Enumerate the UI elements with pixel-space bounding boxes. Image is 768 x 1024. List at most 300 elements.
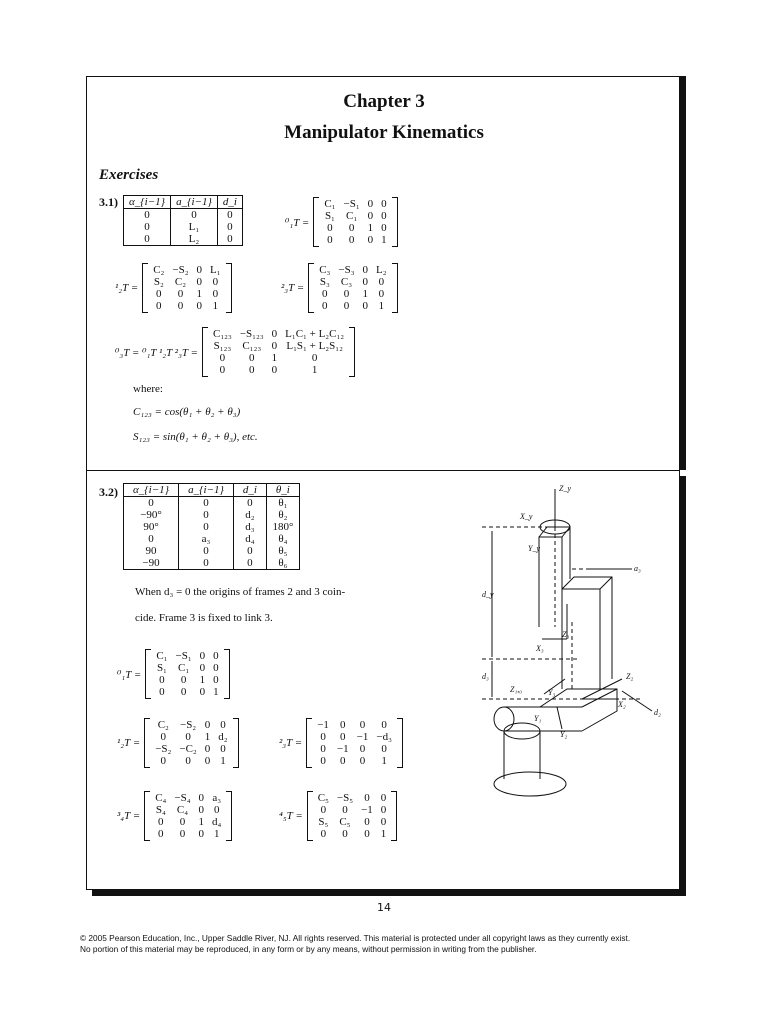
matrix-grid	[152, 650, 222, 698]
manipulator-figure	[482, 479, 677, 819]
matrix-bracket	[306, 718, 403, 768]
matrix-row	[320, 198, 390, 210]
matrix-cell: 0	[364, 792, 370, 804]
matrix-cell: C₅	[339, 816, 351, 828]
matrix-row	[152, 662, 222, 674]
matrix-row	[149, 264, 224, 276]
label-d2: d₂	[654, 708, 661, 717]
matrix-grid	[151, 792, 225, 840]
matrix-cell: 0	[179, 828, 186, 840]
matrix-cell: 0	[381, 210, 387, 222]
dh-cell: 0	[171, 209, 218, 222]
label-z10: Z₁,₀	[510, 685, 523, 694]
s123-definition: S₁₂₃ = sin(θ₁ + θ₂ + θ₃), etc.	[133, 431, 258, 443]
dh-table-3-1	[123, 195, 243, 246]
matrix-cell: 0	[248, 364, 255, 376]
page-number: 14	[377, 901, 391, 914]
matrix-cell: 0	[320, 828, 327, 840]
matrix-cell: 0	[180, 674, 187, 686]
matrix-cell: 0	[381, 222, 387, 234]
matrix-cell: L₂	[376, 264, 387, 276]
dh-cell: θ₄	[278, 533, 288, 545]
matrix-cell: 0	[213, 804, 220, 816]
matrix-row	[209, 364, 348, 376]
copyright-line-1: © 2005 Pearson Education, Inc., Upper Saddle River, NJ. All rights reserved. This material is protected under all copyright laws as they currently exist.	[80, 933, 631, 943]
dh-table-3-2	[123, 483, 300, 570]
dh-cell: d₃	[233, 521, 266, 533]
matrix-t01-3-1	[285, 197, 398, 247]
matrix-label: ⁰₃T = ⁰₁T ¹₂T ²₃T =	[115, 346, 198, 359]
matrix-row	[315, 276, 390, 288]
dh-cell: L₁	[171, 221, 218, 233]
matrix-cell: C₂	[157, 719, 169, 731]
matrix-row	[151, 743, 231, 755]
copyright-footer	[80, 933, 630, 955]
matrix-row	[315, 288, 390, 300]
label-y2: Y₂	[560, 730, 568, 739]
matrix-bracket	[145, 649, 229, 699]
label-a3: a₃	[634, 564, 641, 573]
dh-cell: 0	[148, 497, 154, 509]
matrix-row	[320, 222, 390, 234]
dh-cell: θ₂	[278, 509, 288, 521]
matrix-cell: 0	[160, 755, 167, 767]
c123-definition: C₁₂₃ = cos(θ₁ + θ₂ + θ₃)	[133, 406, 241, 418]
dh-cell: θ₆	[278, 557, 288, 569]
matrix-cell: 0	[380, 804, 387, 816]
matrix-cell: 0	[342, 828, 348, 840]
matrix-t23-3-1	[281, 263, 398, 313]
matrix-cell: C₃	[319, 264, 331, 276]
matrix-cell: S₃	[319, 276, 330, 288]
matrix-cell: S₄	[155, 804, 166, 816]
matrix-row	[149, 288, 224, 300]
matrix-cell: 0	[219, 352, 226, 364]
matrix-cell: 1	[362, 288, 369, 300]
dh-cell: 0	[227, 233, 233, 245]
matrix-cell: −d₃	[376, 731, 392, 743]
table-row	[124, 209, 243, 222]
matrix-cell: −S₄	[174, 792, 191, 804]
dh-cell: 180°	[272, 521, 294, 533]
matrix-row	[320, 234, 390, 246]
matrix-cell: 0	[381, 198, 387, 210]
matrix-cell: 0	[204, 755, 211, 767]
matrix-cell: 0	[322, 300, 328, 312]
matrix-cell: S₂	[153, 276, 164, 288]
matrix-row	[151, 755, 231, 767]
matrix-cell: 0	[204, 719, 211, 731]
matrix-cell: 0	[196, 300, 203, 312]
dh-cell: d₂	[233, 509, 266, 521]
matrix-label: ⁰₁T =	[285, 216, 310, 229]
dh-header: α_{i−1}	[124, 196, 171, 209]
table-row	[124, 509, 300, 521]
matrix-cell: −S₂	[172, 264, 189, 276]
matrix-cell: 0	[212, 288, 219, 300]
matrix-cell: 1	[204, 731, 211, 743]
matrix-cell: 0	[340, 755, 346, 767]
matrix-bracket	[313, 197, 397, 247]
matrix-row	[151, 828, 225, 840]
dh-header: a_{i−1}	[179, 484, 234, 497]
matrix-cell: 0	[320, 743, 326, 755]
matrix-cell: 1	[196, 288, 203, 300]
matrix-cell: 1	[381, 755, 387, 767]
dh-cell: 0	[144, 221, 150, 233]
matrix-cell: 0	[380, 792, 387, 804]
matrix-cell: 1	[212, 300, 219, 312]
matrix-cell: C₄	[155, 792, 167, 804]
dh-cell: −90	[142, 557, 160, 569]
dh-cell: 0	[179, 521, 234, 533]
dh-cell: 0	[233, 545, 266, 557]
label-dy: d_y	[482, 590, 494, 599]
dh-cell: 0	[227, 209, 233, 221]
matrix-row	[151, 719, 231, 731]
matrix-bracket	[307, 791, 398, 841]
dh-header: θ_i	[266, 484, 299, 497]
matrix-cell: 0	[159, 674, 165, 686]
matrix-cell: 0	[343, 300, 350, 312]
matrix-cell: C₁	[345, 210, 358, 222]
table-row	[124, 533, 300, 545]
matrix-t01-3-2	[117, 649, 230, 699]
matrix-row	[313, 755, 396, 767]
matrix-cell: 0	[160, 731, 167, 743]
dh-header: d_i	[233, 484, 266, 497]
base-plate	[494, 772, 566, 796]
dimension-lines	[492, 531, 652, 711]
matrix-cell: 0	[367, 210, 374, 222]
matrix-cell: 0	[198, 792, 205, 804]
label-xy: X_y	[520, 512, 533, 521]
matrix-cell: 0	[199, 662, 206, 674]
matrix-row	[314, 816, 391, 828]
table-row	[124, 545, 300, 557]
matrix-cell: 0	[196, 264, 203, 276]
matrix-cell: −1	[336, 743, 349, 755]
matrix-cell: S₅	[318, 816, 329, 828]
matrix-cell: L₁S₁ + L₂S₁₂	[286, 340, 343, 352]
matrix-cell: C₁	[177, 662, 190, 674]
matrix-cell: 0	[381, 719, 387, 731]
dh-cell: 90°	[143, 521, 159, 533]
matrix-cell: 0	[180, 686, 187, 698]
matrix-cell: 0	[199, 686, 206, 698]
matrix-cell: C₁₂₃	[212, 328, 232, 340]
matrix-cell: 0	[177, 288, 184, 300]
dh-cell: 0	[179, 545, 234, 557]
matrix-cell: 0	[158, 816, 164, 828]
note-line-1: When d₃ = 0 the origins of frames 2 and 3 coin-	[135, 586, 346, 598]
matrix-cell: d₂	[218, 731, 228, 743]
where-text: where:	[133, 383, 163, 395]
matrix-cell: 0	[185, 755, 191, 767]
matrix-cell: 1	[213, 686, 219, 698]
matrix-cell: −S₂	[155, 743, 172, 755]
dh-cell: d₄	[233, 533, 266, 545]
matrix-cell: 0	[213, 650, 219, 662]
matrix-cell: 0	[378, 276, 385, 288]
matrix-cell: 0	[320, 755, 326, 767]
matrix-cell: d₄	[212, 816, 222, 828]
dh-cell: 0	[227, 221, 233, 233]
matrix-label: ²₃T =	[279, 737, 303, 749]
matrix-cell: 0	[198, 804, 205, 816]
matrix-cell: S₁₂₃	[213, 340, 232, 352]
matrix-cell: 0	[204, 743, 211, 755]
matrix-cell: 0	[348, 222, 355, 234]
matrix-cell: 0	[159, 686, 165, 698]
matrix-cell: −S₂	[179, 719, 197, 731]
matrix-cell: C₁	[324, 198, 336, 210]
matrix-cell: 1	[378, 300, 385, 312]
matrix-bracket	[142, 263, 231, 313]
dh-cell: 0	[144, 233, 150, 245]
matrix-row	[314, 828, 391, 840]
matrix-cell: 0	[327, 234, 333, 246]
matrix-cell: 0	[213, 674, 219, 686]
exercises-heading: Exercises	[99, 167, 159, 183]
matrix-cell: 0	[248, 352, 255, 364]
matrix-row	[313, 743, 396, 755]
matrix-cell: 0	[213, 662, 219, 674]
exercise-label-3-2: 3.2)	[99, 485, 118, 499]
label-x3: X₃	[536, 644, 544, 653]
matrix-row	[151, 792, 225, 804]
matrix-row	[149, 276, 224, 288]
matrix-row	[314, 792, 391, 804]
matrix-cell: 0	[322, 288, 328, 300]
matrix-cell: 0	[378, 288, 385, 300]
matrix-row	[209, 328, 348, 340]
matrix-cell: 0	[311, 352, 318, 364]
matrix-row	[315, 300, 390, 312]
matrix-bracket	[308, 263, 397, 313]
dh-cell: 0	[233, 557, 266, 570]
matrix-cell: 0	[212, 276, 219, 288]
dh-cell: −90°	[140, 509, 162, 521]
matrix-cell: 0	[348, 234, 355, 246]
matrix-cell: 0	[220, 719, 226, 731]
dh-header: α_{i−1}	[124, 484, 179, 497]
matrix-cell: 0	[179, 816, 186, 828]
matrix-cell: 0	[380, 816, 387, 828]
matrix-cell: 0	[364, 816, 370, 828]
matrix-bracket	[144, 791, 232, 841]
label-yy: Y_y	[528, 544, 540, 553]
matrix-cell: a₃	[212, 792, 222, 804]
matrix-grid	[320, 198, 390, 246]
matrix-t12-3-1	[115, 263, 232, 313]
matrix-cell: 0	[320, 804, 327, 816]
matrix-grid	[151, 719, 231, 767]
shoulder-end	[494, 707, 514, 731]
matrix-cell: 0	[359, 719, 366, 731]
dh-header: d_i	[217, 196, 242, 209]
dh-header-row	[124, 196, 243, 209]
matrix-t23-3-2	[279, 718, 403, 768]
matrix-grid	[149, 264, 224, 312]
matrix-cell: 0	[362, 300, 369, 312]
table-row	[124, 233, 243, 246]
shoulder-link	[504, 707, 582, 731]
matrix-cell: C₄	[176, 804, 189, 816]
matrix-bracket	[202, 327, 355, 377]
matrix-cell: 0	[271, 340, 278, 352]
matrix-cell: C₁	[156, 650, 168, 662]
chapter-number: Chapter 3	[343, 91, 425, 112]
matrix-cell: 0	[340, 719, 346, 731]
matrix-row	[313, 731, 396, 743]
chapter-title: Manipulator Kinematics	[284, 122, 484, 143]
copyright-line-2: No portion of this material may be reproduced, in any form or by any means, without permission in writing from the publisher.	[80, 944, 537, 954]
upper-link	[562, 577, 612, 689]
dh-cell: 0	[179, 509, 234, 521]
matrix-grid	[209, 328, 348, 376]
matrix-cell: 1	[381, 234, 387, 246]
dh-cell: 0	[144, 209, 150, 221]
matrix-cell: 0	[367, 234, 374, 246]
matrix-cell: S₁	[156, 662, 167, 674]
matrix-cell: −1	[361, 804, 373, 816]
matrix-cell: 0	[359, 743, 366, 755]
matrix-cell: C₅	[317, 792, 329, 804]
matrix-cell: 0	[219, 364, 226, 376]
matrix-cell: −S₁	[175, 650, 192, 662]
matrix-cell: 0	[362, 264, 369, 276]
table-row	[124, 497, 300, 510]
matrix-row	[152, 674, 222, 686]
matrix-cell: 0	[381, 743, 387, 755]
matrix-cell: 1	[199, 674, 206, 686]
matrix-bracket	[144, 718, 238, 768]
matrix-cell: 0	[367, 198, 374, 210]
matrix-row	[320, 210, 390, 222]
matrix-cell: 0	[177, 300, 184, 312]
matrix-cell: −S₁₂₃	[239, 328, 264, 340]
matrix-grid	[314, 792, 391, 840]
dh-header: a_{i−1}	[171, 196, 218, 209]
matrix-cell: 0	[340, 731, 346, 743]
matrix-cell: 0	[196, 276, 203, 288]
matrix-row	[209, 340, 348, 352]
label-z3: Z₃	[562, 630, 570, 639]
matrix-cell: 0	[327, 222, 333, 234]
matrix-cell: −C₂	[179, 743, 197, 755]
matrix-cell: −1	[317, 719, 329, 731]
dh-cell: θ₁	[278, 497, 288, 509]
matrix-cell: 0	[156, 300, 162, 312]
matrix-cell: 0	[364, 828, 370, 840]
matrix-row	[152, 650, 222, 662]
dh-cell: 0	[179, 497, 234, 510]
matrix-cell: 0	[158, 828, 164, 840]
matrix-row	[314, 804, 391, 816]
dh-cell: 0	[233, 497, 266, 510]
matrix-grid	[313, 719, 396, 767]
exercise-label-3-1: 3.1)	[99, 195, 118, 209]
matrix-cell: 0	[362, 276, 369, 288]
dh-cell: θ₅	[278, 545, 288, 557]
matrix-label: ¹₂T =	[117, 737, 141, 749]
matrix-row	[209, 352, 348, 364]
matrix-label: ⁴₅T =	[279, 810, 303, 822]
dh-cell: L₂	[171, 233, 218, 246]
matrix-row	[151, 731, 231, 743]
table-row	[124, 557, 300, 570]
matrix-cell: 1	[380, 828, 387, 840]
matrix-t12-3-2	[117, 718, 239, 768]
matrix-cell: 0	[320, 731, 326, 743]
matrix-label: ³₄T =	[117, 810, 141, 822]
matrix-t03-3-1	[115, 327, 355, 377]
matrix-cell: 0	[220, 743, 226, 755]
matrix-t34-3-2	[117, 791, 232, 841]
table-row	[124, 221, 243, 233]
matrix-cell: C₁₂₃	[242, 340, 262, 352]
matrix-row	[313, 719, 396, 731]
matrix-cell: S₁	[324, 210, 335, 222]
label-y3: Y₃	[548, 688, 556, 697]
matrix-row	[151, 804, 225, 816]
dh-table-body	[124, 497, 300, 570]
matrix-cell: 1	[198, 816, 205, 828]
matrix-cell: C₃	[340, 276, 353, 288]
matrix-cell: −1	[356, 731, 369, 743]
label-y1: Y₁	[534, 714, 542, 723]
matrix-cell: 1	[213, 828, 220, 840]
label-d3: d₃	[482, 672, 489, 681]
matrix-cell: L₁	[210, 264, 221, 276]
label-zy: Z_y	[559, 484, 571, 493]
dh-cell: a₃	[179, 533, 234, 545]
dh-cell: 90	[145, 545, 157, 557]
exercise-3-2-panel	[86, 470, 680, 890]
label-x2: X₂	[618, 700, 626, 709]
matrix-cell: −S₃	[338, 264, 355, 276]
exercise-3-1-panel	[86, 76, 680, 470]
matrix-grid	[315, 264, 390, 312]
matrix-cell: 0	[156, 288, 162, 300]
matrix-label: ²₃T =	[281, 282, 305, 294]
matrix-row	[152, 686, 222, 698]
matrix-row	[149, 300, 224, 312]
matrix-label: ⁰₁T =	[117, 668, 142, 681]
matrix-cell: 0	[271, 364, 278, 376]
matrix-cell: 0	[199, 650, 206, 662]
matrix-row	[151, 816, 225, 828]
matrix-cell: L₁C₁ + L₂C₁₂	[285, 328, 345, 340]
matrix-label: ¹₂T =	[115, 282, 139, 294]
matrix-t45-3-2	[279, 791, 397, 841]
dh-cell: 0	[148, 533, 154, 545]
dh-header-row	[124, 484, 300, 497]
matrix-cell: C₂	[153, 264, 165, 276]
matrix-cell: 1	[271, 352, 278, 364]
matrix-row	[315, 264, 390, 276]
matrix-cell: 0	[185, 731, 191, 743]
matrix-cell: 1	[311, 364, 318, 376]
table-row	[124, 521, 300, 533]
matrix-cell: −S₁	[343, 198, 360, 210]
matrix-cell: 0	[343, 288, 350, 300]
dh-cell: 0	[179, 557, 234, 570]
matrix-cell: 0	[198, 828, 205, 840]
matrix-cell: 0	[342, 804, 348, 816]
note-line-2: cide. Frame 3 is fixed to link 3.	[135, 612, 273, 624]
